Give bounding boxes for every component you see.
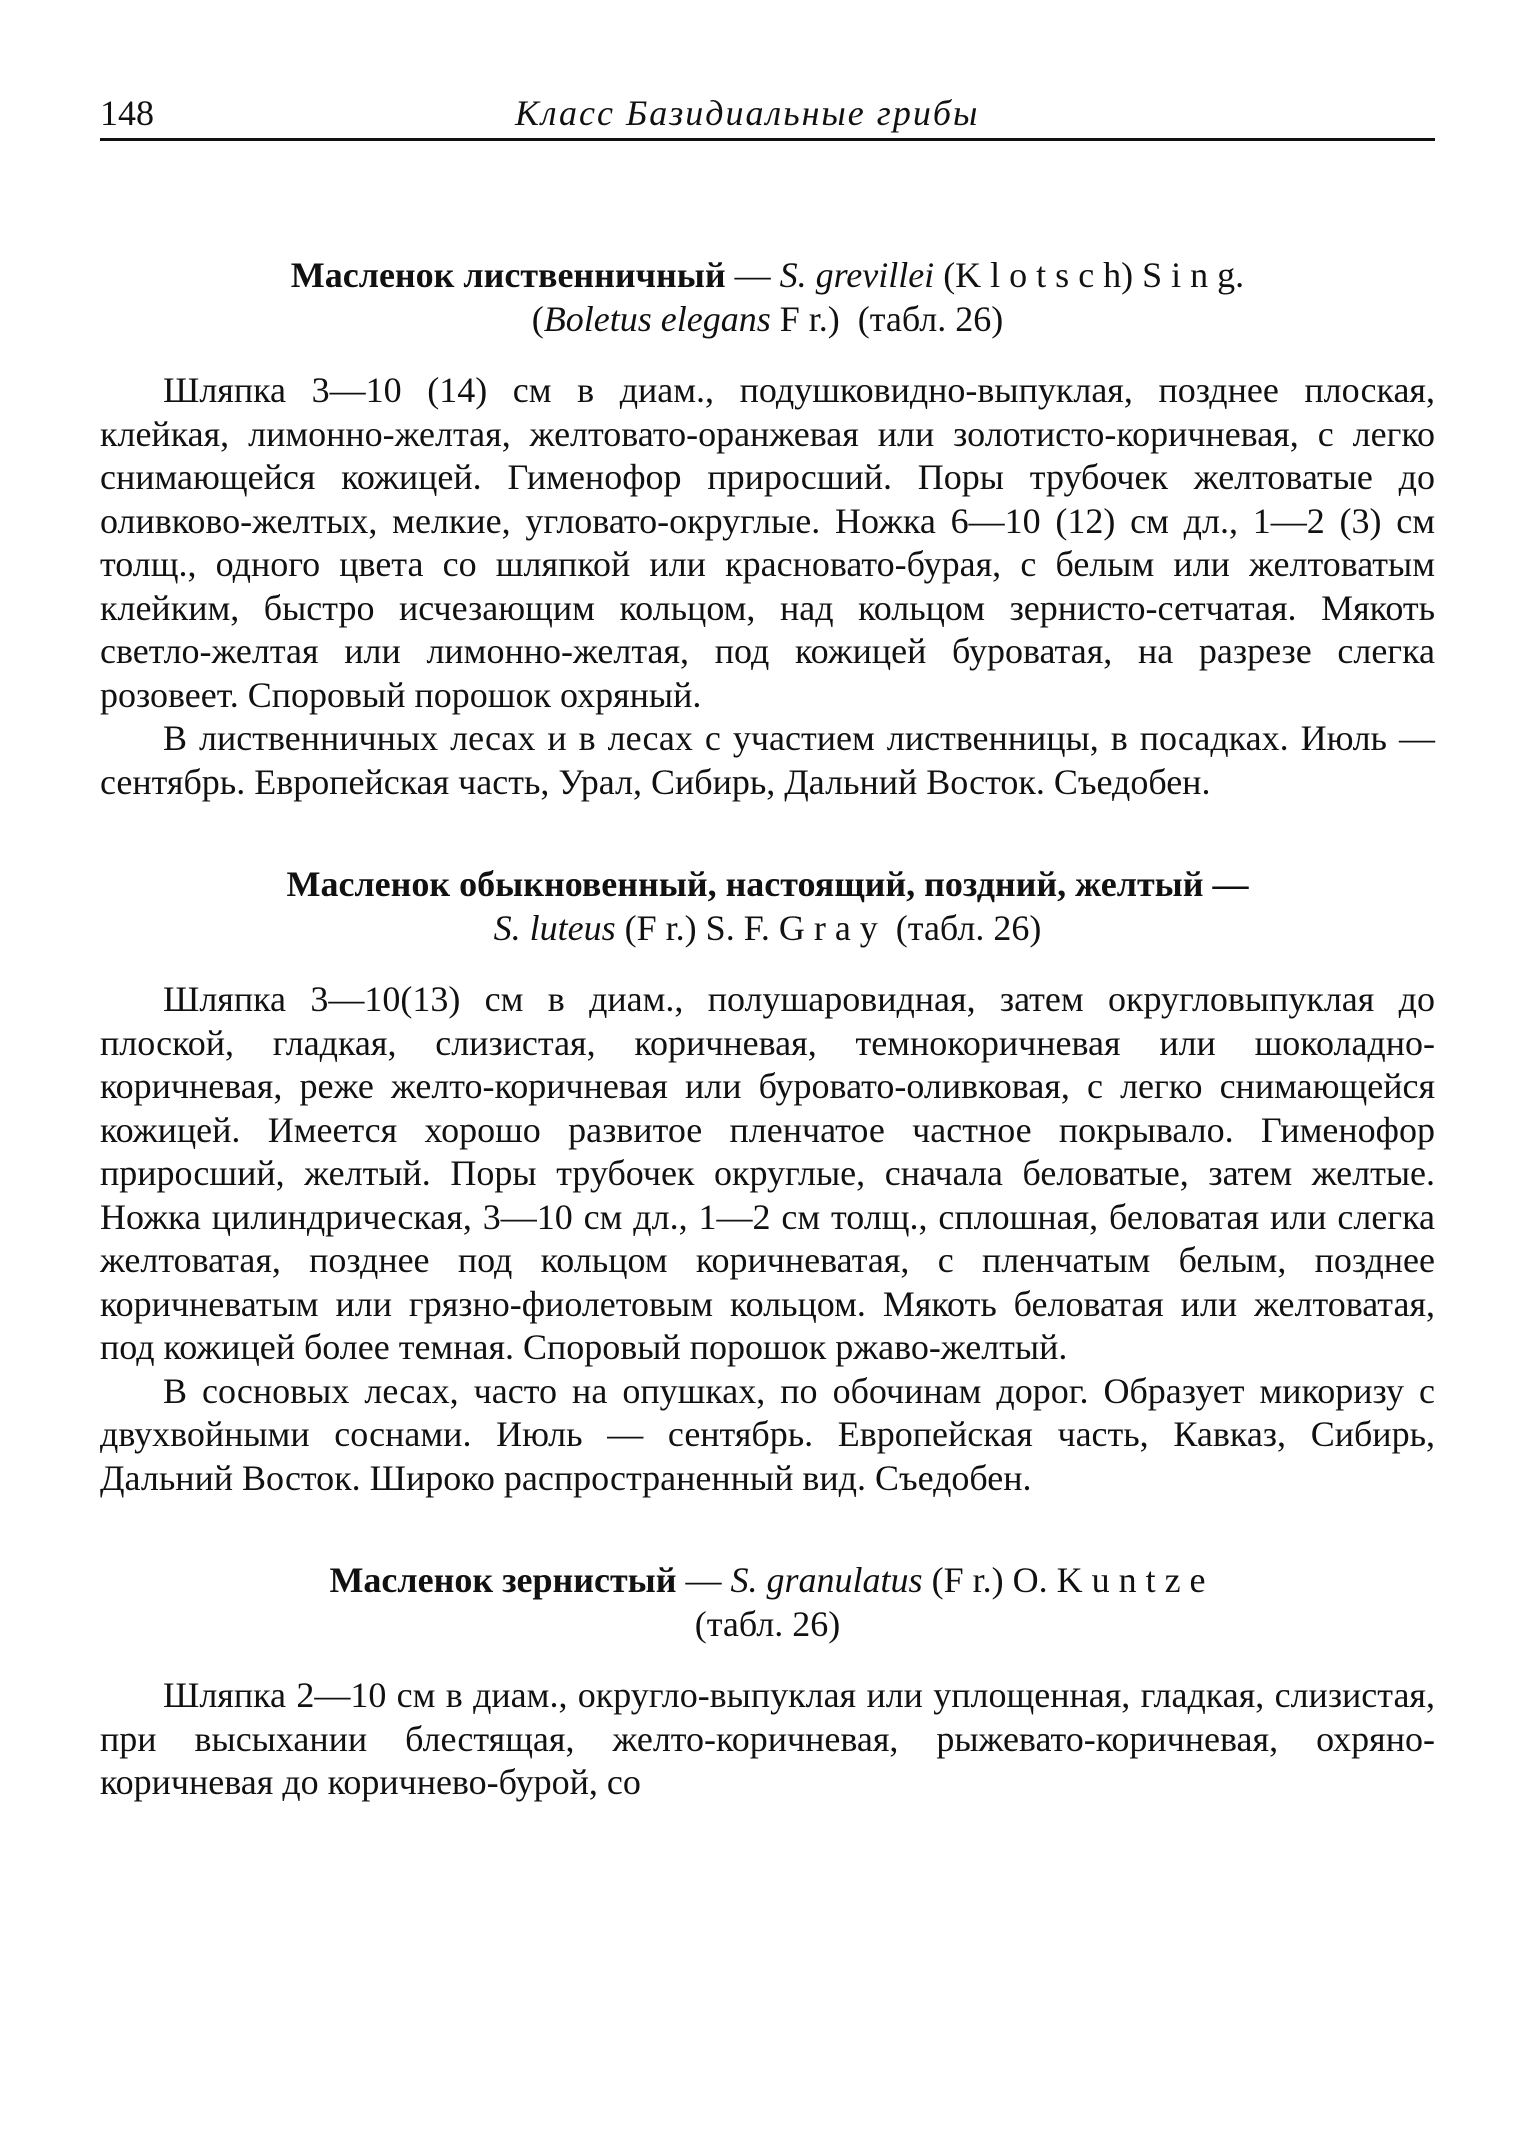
heading-dash: — — [1203, 864, 1249, 904]
species-description: Шляпка 3—10 (14) см в диам., подушковидно-выпуклая, позднее плоская, клейкая, лимонно-желтая, желтовато-оранжевая или золотисто-коричневая, с легко снимающейся кожицей. Гименофор приросший. Поры трубочек желтоватые до оливково-желтых, мелкие, угловато-округлые. Ножка 6—10 (12) см дл., 1—2 (3) см толщ., одного цвета со шляпкой или красновато-бурая, с белым или желтоватым клейким, быстро исчезающим кольцом, над кольцом зернисто-сетчатая. Мякоть светло-желтая или лимонно-желтая, под кожицей буроватая, на разрезе слегка розовеет. Споровый порошок охряный. — [100, 370, 1435, 715]
species-author: (F r.) S. F. G r a y — [624, 908, 878, 948]
species-name-ru: Масленок обыкновенный, настоящий, поздний, желтый — [286, 864, 1204, 904]
heading-line-2 — [100, 906, 1435, 950]
species-heading-larch-bolete — [100, 253, 1435, 341]
species-epithet: grevillei — [815, 255, 935, 295]
species-author: (F r.) O. K u n t z e — [931, 1560, 1206, 1600]
heading-dash: — — [725, 255, 780, 295]
plate-reference: (табл. 26) — [694, 1604, 841, 1644]
species-name-ru: Масленок лиственничный — [290, 255, 726, 295]
heading-line-2: (Boletus elegans F r.) (табл. 26) — [531, 299, 1004, 339]
heading-line-1 — [100, 1558, 1435, 1602]
species-description: Шляпка 3—10(13) см в диам., полушаровидная, затем округловыпуклая до плоской, гладкая, слизистая, коричневая, темнокоричневая или шоколадно-коричневая, реже желто-коричневая или буровато-оливковая, с легко снимающейся кожицей. Имеется хорошо развитое пленчатое частное покрывало. Гименофор приросший, желтый. Поры трубочек округлые, сначала беловатые, затем желтые. Ножка цилиндрическая, 3—10 см дл., 1—2 см толщ., сплошная, беловатая или слегка желтоватая, позднее под кольцом коричневатая, с пленчатым белым, позднее коричневатым или грязно-фиолетовым кольцом. Мякоть беловатая или желтоватая, под кожицей более темная. Споровый порошок ржаво-желтый. — [100, 979, 1435, 1367]
page-number: 148 — [100, 93, 154, 133]
species-habitat: В лиственничных лесах и в лесах с участием лиственницы, в посадках. Июль — сентябрь. Европейская часть, Урал, Сибирь, Дальний Восток. Съедобен. — [100, 718, 1435, 802]
genus-abbr: S. — [493, 908, 521, 948]
synonym-epithet: elegans — [660, 299, 771, 339]
species-epithet: granulatus — [766, 1560, 923, 1600]
species-epithet: luteus — [529, 908, 616, 948]
running-header — [100, 88, 1435, 141]
genus-abbr: S. — [779, 255, 807, 295]
species-description: Шляпка 2—10 см в диам., округло-выпуклая или уплощенная, гладкая, слизистая, при высыхании блестящая, желто-коричневая, рыжевато-коричневая, охряно-коричневая до коричнево-бурой, со — [100, 1675, 1435, 1802]
species-heading-slippery-jack — [100, 862, 1435, 950]
species-heading-weeping-bolete — [100, 1558, 1435, 1646]
heading-line-1 — [100, 253, 1435, 297]
heading-dash: — — [676, 1560, 731, 1600]
heading-line-1 — [100, 862, 1435, 906]
species-name-ru: Масленок зернистый — [329, 1560, 677, 1600]
genus-abbr: S. — [730, 1560, 758, 1600]
plate-reference: (табл. 26) — [857, 299, 1004, 339]
synonym-author: F r.) — [779, 299, 840, 339]
species-habitat: В сосновых лесах, часто на опушках, по обочинам дорог. Образует микоризу с двухвойными соснами. Июль — сентябрь. Европейская часть, Кавказ, Сибирь, Дальний Восток. Широко распространенный вид. Съедобен. — [100, 1370, 1435, 1498]
book-page — [100, 88, 1435, 1805]
plate-reference: (табл. 26) — [895, 908, 1042, 948]
synonym-genus: Boletus — [543, 299, 652, 339]
running-title: Класс Базидиальные грибы — [515, 93, 980, 133]
heading-line-2 — [100, 1602, 1435, 1646]
species-author: (K l o t s c h) S i n g. — [943, 255, 1245, 295]
